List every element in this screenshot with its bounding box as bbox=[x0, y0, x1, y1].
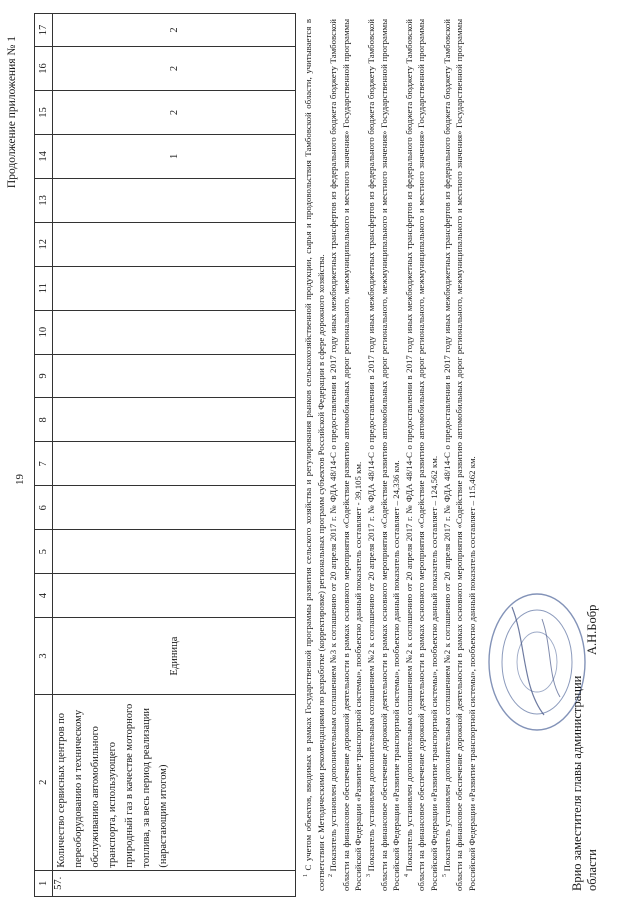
column-number: 4 bbox=[35, 574, 53, 618]
column-number: 9 bbox=[35, 354, 53, 398]
page-number: 19 bbox=[14, 474, 26, 485]
footnote-mark: 4 bbox=[403, 874, 410, 877]
footnote-text: Показатель установлен дополнительным соглашением №2 к соглашению от 20 апреля 2017 г. № ФДА 48/14-С о предоставлении в 2017 году иных межбюджетных трансфертов из федерального бюджета бюджету Тамбовской области на финансовое обеспечение дорожной деятельности в рамках основного мероприятия «Содействие развитию автомобильных дорог регионального, межмуниципального и местного значения» Государственной программы Российской Федерации «Развитие транспортной системы», пообъектно данный показатель составляет – 115,462 км. bbox=[441, 19, 477, 891]
footnotes bbox=[302, 19, 478, 891]
column-number: 1 bbox=[35, 870, 53, 896]
value-cell: 2 bbox=[53, 14, 296, 47]
unit-cell: Единица bbox=[53, 618, 296, 695]
footnote-mark: 3 bbox=[366, 874, 373, 877]
footnote-text: С учетом объектов, вводимых в рамках Государственной программы развития сельского хозяйства и регулирования рынков сельскохозяйственной продукции, сырья и продовольствия Тамбовской области, учитывается в соответствии с Методическими рекомендациями по разработке (корректировке) региональных программ субъектов Российской Федерации в сфере дорожного хозяйства. bbox=[303, 19, 326, 891]
column-number: 5 bbox=[35, 530, 53, 574]
footnote-mark: 2 bbox=[328, 874, 335, 877]
value-cell: 1 bbox=[53, 134, 296, 178]
continuation-heading: Продолжение приложения № 1 bbox=[6, 36, 18, 189]
column-number: 14 bbox=[35, 134, 53, 178]
column-number: 13 bbox=[35, 178, 53, 222]
column-number: 15 bbox=[35, 91, 53, 135]
value-cell bbox=[53, 178, 296, 222]
footnote bbox=[302, 19, 327, 891]
value-cell bbox=[53, 222, 296, 266]
column-number: 3 bbox=[35, 618, 53, 695]
signatory-name: А.Н.Бобр bbox=[585, 604, 599, 655]
column-number: 11 bbox=[35, 266, 53, 310]
row-number: 57. bbox=[53, 870, 296, 896]
signature-block bbox=[570, 676, 600, 891]
indicators-table bbox=[34, 13, 296, 897]
column-number: 16 bbox=[35, 47, 53, 91]
value-cell bbox=[53, 354, 296, 398]
footnote bbox=[441, 19, 479, 891]
value-cell bbox=[53, 574, 296, 618]
value-cell bbox=[53, 530, 296, 574]
footnote-text: Показатель установлен дополнительным соглашением №2 к соглашению от 20 апреля 2017 г. № ФДА 48/14-С о предоставлении в 2017 году иных межбюджетных трансфертов из федерального бюджета бюджету Тамбовской области на финансовое обеспечение дорожной деятельности в рамках основного мероприятия «Содействие развитию автомобильных дорог регионального, межмуниципального и местного значения» Государственной программы Российской Федерации «Развитие транспортной системы», пообъектно данный показатель составляет – 24,336 км. bbox=[365, 19, 402, 891]
column-number: 12 bbox=[35, 222, 53, 266]
footnote bbox=[327, 19, 365, 891]
signatory-title: Врио заместителя главы администрации bbox=[570, 675, 584, 891]
indicator-name: Количество сервисных центров по переоборудованию и техническому обслуживанию автомобильного транспорта, использующего природный газ в качестве моторного топлива, за весь период реализации (нарастающим итогом) bbox=[53, 694, 296, 870]
value-cell bbox=[53, 266, 296, 310]
footnote bbox=[403, 19, 441, 891]
value-cell bbox=[53, 486, 296, 530]
footnote bbox=[365, 19, 403, 891]
footnote-mark: 1 bbox=[303, 874, 310, 877]
column-number-row bbox=[35, 14, 53, 897]
value-cell: 2 bbox=[53, 47, 296, 91]
column-number: 17 bbox=[35, 14, 53, 47]
table-row bbox=[53, 14, 296, 897]
value-cell bbox=[53, 442, 296, 486]
column-number: 6 bbox=[35, 486, 53, 530]
column-number: 8 bbox=[35, 398, 53, 442]
footnote-mark: 5 bbox=[441, 874, 448, 877]
footnote-text: Показатель установлен дополнительным соглашением №3 к соглашению от 20 апреля 2017 г. № ФДА 48/14-С о предоставлении в 2017 году иных межбюджетных трансфертов из федерального бюджета бюджету Тамбовской области на финансовое обеспечение дорожной деятельности в рамках основного мероприятия «Содействие развитию автомобильных дорог регионального, межмуниципального и местного значения» Государственной программы Российской Федерации «Развитие транспортной системы», пообъектно данный показатель составляет - 39,105 км. bbox=[328, 19, 364, 891]
column-number: 10 bbox=[35, 310, 53, 354]
value-cell: 2 bbox=[53, 91, 296, 135]
signatory-title-cont: области bbox=[585, 849, 599, 891]
column-number: 2 bbox=[35, 694, 53, 870]
column-number: 7 bbox=[35, 442, 53, 486]
footnote-text: Показатель установлен дополнительным соглашением №2 к соглашению от 20 апреля 2017 г. № ФДА 48/14-С о предоставлении в 2017 году иных межбюджетных трансфертов из федерального бюджета бюджету Тамбовской области на финансовое обеспечение дорожной деятельности в рамках основного мероприятия «Содействие развитию автомобильных дорог регионального, межмуниципального и местного значения» Государственной программы Российской Федерации «Развитие транспортной системы», пообъектно данный показатель составляет – 124,562 км. bbox=[403, 19, 439, 891]
value-cell bbox=[53, 398, 296, 442]
value-cell bbox=[53, 310, 296, 354]
